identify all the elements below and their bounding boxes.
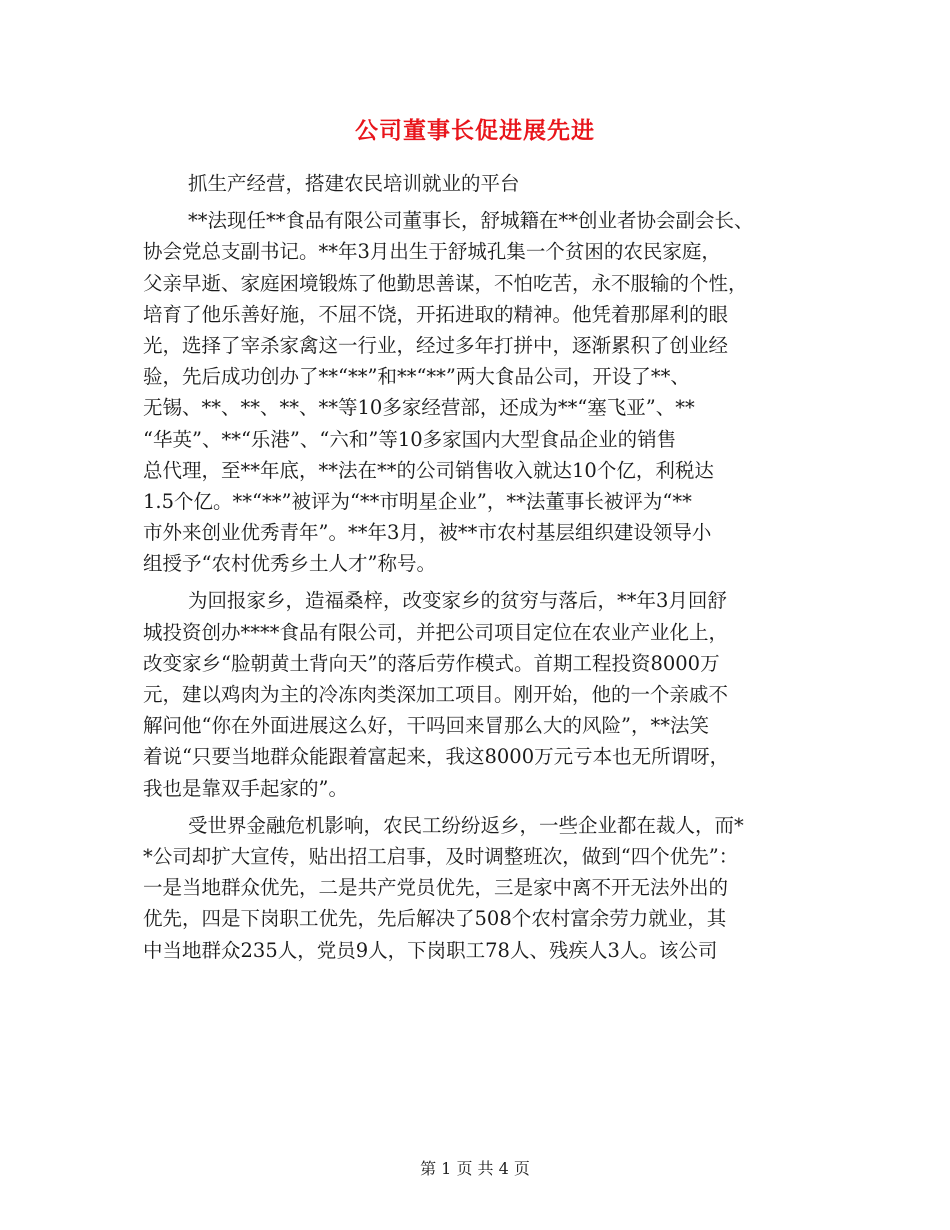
paragraph-line: 抓生产经营，搭建农民培训就业的平台 xyxy=(188,172,520,195)
paragraph-line: 解问他“你在外面进展这么好，干吗回来冒那么大的风险”，**法笑 xyxy=(143,714,709,738)
paragraph-line: *公司却扩大宣传，贴出招工启事，及时调整班次，做到“四个优先”： xyxy=(143,844,739,868)
paragraph-line: 受世界金融危机影响，农民工纷纷返乡，一些企业都在裁人，而* xyxy=(188,813,744,837)
paragraph-line: 一是当地群众优先，二是共产党员优先，三是家中离不开无法外出的 xyxy=(143,876,729,900)
paragraph-line: 改变家乡“脸朝黄土背向天”的落后劳作模式。首期工程投资8000万 xyxy=(143,651,720,675)
paragraph-line: 中当地群众235人，党员9人，下岗职工78人、残疾人3人。该公司 xyxy=(143,938,718,962)
paragraph-line: 光，选择了宰杀家禽这一行业，经过多年打拼中，逐渐累积了创业经 xyxy=(143,333,729,357)
paragraph-line: 父亲早逝、家庭困境锻炼了他勤思善谋，不怕吃苦，永不服输的个性， xyxy=(143,271,748,295)
paragraph-line: 城投资创办****食品有限公司，并把公司项目定位在农业产业化上， xyxy=(143,620,729,644)
paragraph-line: 1.5个亿。**“**”被评为“**市明星企业”，**法董事长被评为“** xyxy=(143,489,692,513)
paragraph-line: 着说“只要当地群众能跟着富起来，我这8000万元亏本也无所谓呀， xyxy=(143,745,730,769)
paragraph-line: 培育了他乐善好施，不屈不饶，开拓进取的精神。他凭着那犀利的眼 xyxy=(143,302,729,326)
paragraph-line: “华英”、**“乐港”、“六和”等10多家国内大型食品企业的销售 xyxy=(143,427,677,451)
paragraph-line: 优先，四是下岗职工优先，先后解决了508个农村富余劳力就业，其 xyxy=(143,907,727,931)
paragraph-line: 市外来创业优秀青年”。**年3月，被**市农村基层组织建设领导小 xyxy=(143,521,712,545)
paragraph-line: 无锡、**、**、**、**等10多家经营部，还成为**“塞飞亚”、** xyxy=(143,396,695,420)
paragraph-line: 组授予“农村优秀乡土人才”称号。 xyxy=(143,552,436,576)
paragraph-line: 为回报家乡，造福桑梓，改变家乡的贫穷与落后，**年3月回舒 xyxy=(188,589,727,613)
document-title: 公司董事长促进展先进 xyxy=(355,117,595,144)
document-body xyxy=(143,168,808,966)
paragraph-line: 元，建以鸡肉为主的冷冻肉类深加工项目。刚开始，他的一个亲戚不 xyxy=(143,683,729,706)
paragraph-line: **法现任**食品有限公司董事长，舒城籍在**创业者协会副会长、 xyxy=(188,209,754,233)
paragraph-line: 协会党总支副书记。**年3月出生于舒城孔集一个贫困的农民家庭， xyxy=(143,240,721,264)
paragraph-line: 验，先后成功创办了**“**”和**“**”两大食品公司，开设了**、 xyxy=(143,365,690,389)
paragraph-line: 我也是靠双手起家的”。 xyxy=(143,776,348,800)
paragraph-line: 总代理，至**年底，**法在**的公司销售收入就达10个亿，利税达 xyxy=(143,458,714,482)
page-footer: 第 1 页 共 4 页 xyxy=(420,1159,530,1178)
